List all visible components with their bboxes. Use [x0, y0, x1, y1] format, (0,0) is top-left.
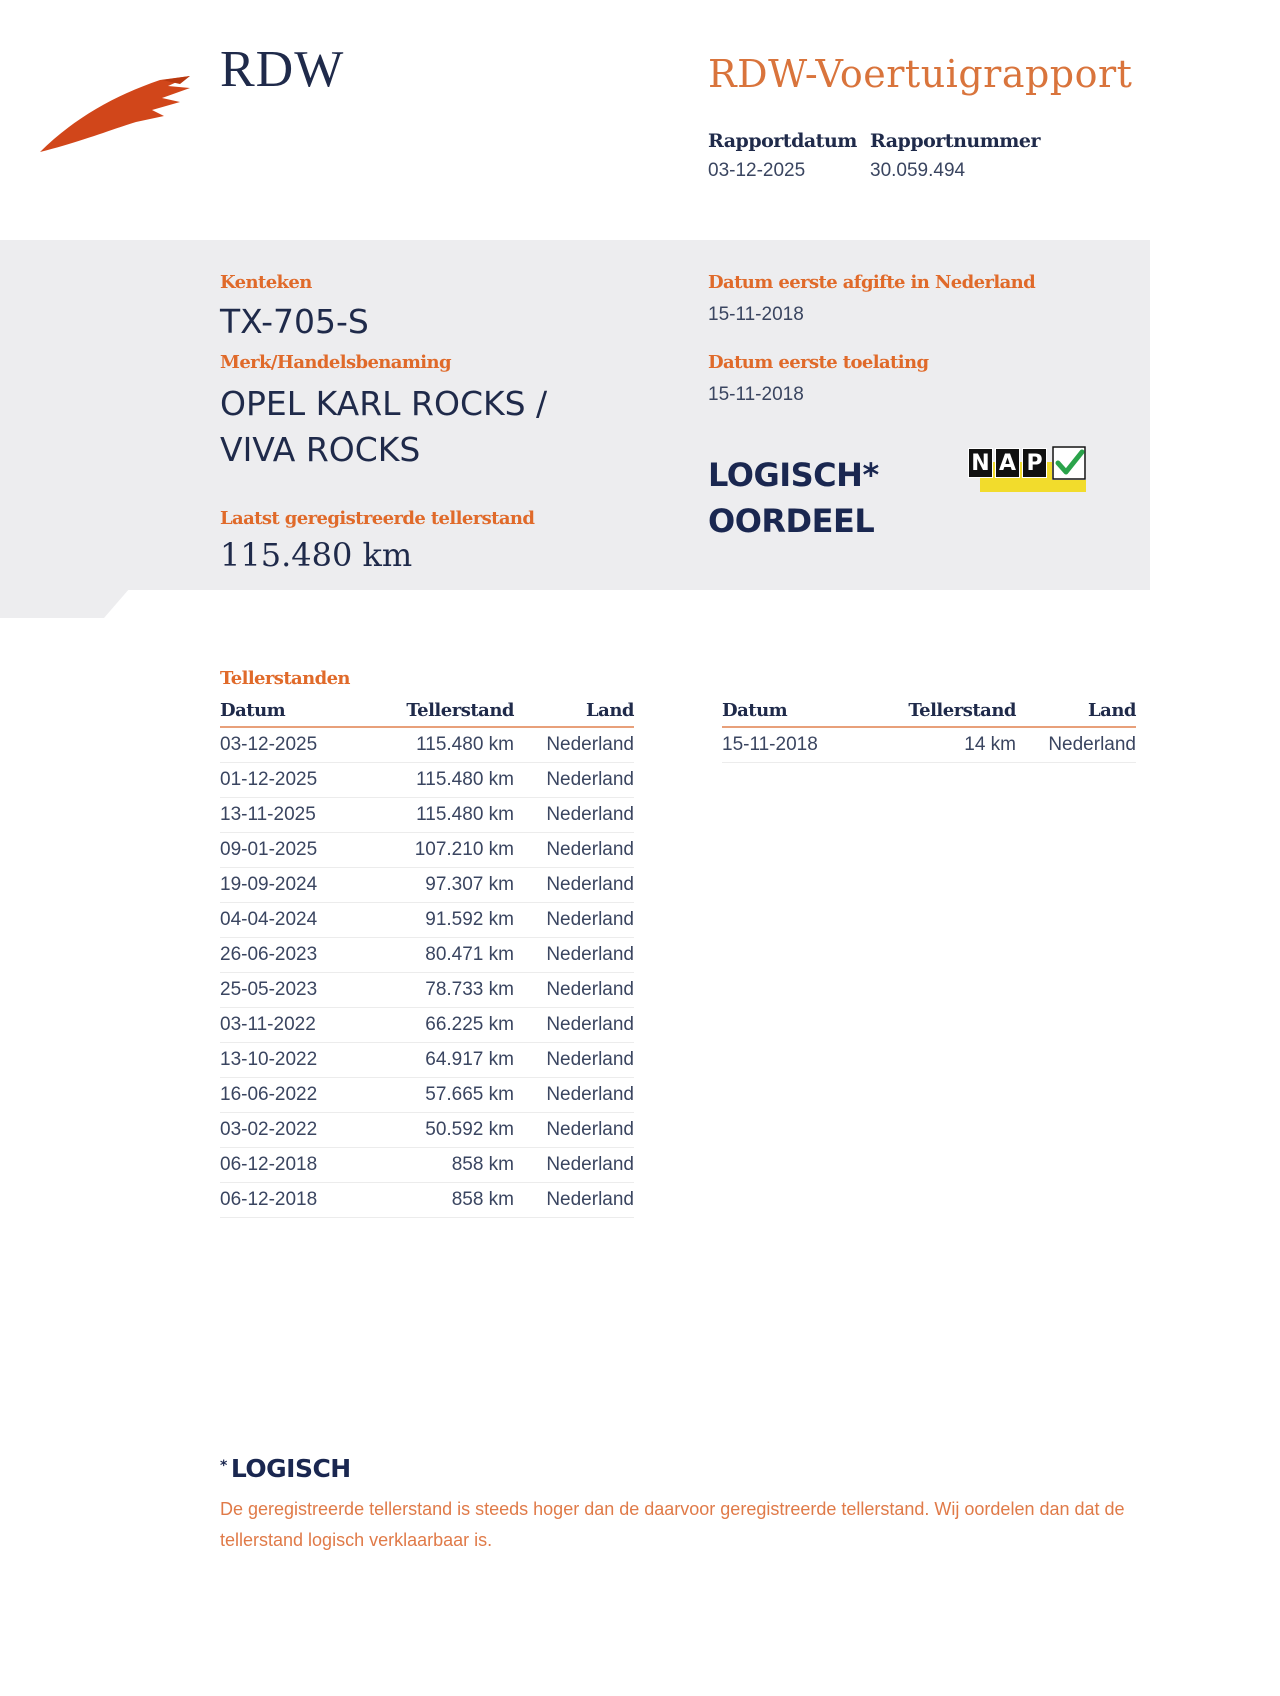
report-title: RDW-Voertuigrapport	[708, 52, 1133, 96]
cell-country: Nederland	[514, 833, 634, 868]
cell-km: 91.592 km	[370, 903, 514, 938]
cell-km: 80.471 km	[370, 938, 514, 973]
cell-km: 115.480 km	[370, 727, 514, 763]
cell-country: Nederland	[514, 1078, 634, 1113]
make-value-line1: OPEL KARL ROCKS /	[220, 384, 548, 423]
readings-table-left	[220, 696, 634, 1218]
cell-country: Nederland	[514, 903, 634, 938]
cell-country: Nederland	[514, 973, 634, 1008]
cell-km: 97.307 km	[370, 868, 514, 903]
first-admission-label: Datum eerste toelating	[708, 352, 929, 373]
checkmark-icon	[1052, 446, 1086, 480]
cell-date: 03-02-2022	[220, 1113, 370, 1148]
cell-country: Nederland	[514, 1043, 634, 1078]
cell-date: 04-04-2024	[220, 903, 370, 938]
cell-km: 64.917 km	[370, 1043, 514, 1078]
cell-country: Nederland	[514, 938, 634, 973]
report-number-label: Rapportnummer	[870, 130, 1041, 152]
col-header-country: Land	[1016, 696, 1136, 727]
cell-country: Nederland	[1016, 727, 1136, 763]
footnote-text: De geregistreerde tellerstand is steeds hoger dan de daarvoor geregistreerde tellerstand. Wij oordelen dan dat de tellerstand logisch verklaarbaar is.	[220, 1499, 1125, 1550]
brand-name: RDW	[220, 41, 345, 98]
col-header-date: Datum	[220, 696, 370, 727]
table-row	[220, 727, 634, 763]
overview-band-notch	[0, 588, 130, 618]
report-date-value: 03-12-2025	[708, 160, 806, 181]
cell-country: Nederland	[514, 868, 634, 903]
last-reading-label: Laatst geregistreerde tellerstand	[220, 508, 535, 529]
footnote-title	[220, 1454, 351, 1483]
plate-value: TX-705-S	[220, 302, 369, 341]
cell-date: 26-06-2023	[220, 938, 370, 973]
col-header-km: Tellerstand	[370, 696, 514, 727]
cell-date: 13-10-2022	[220, 1043, 370, 1078]
nap-letter-p: P	[1022, 448, 1047, 478]
footnote-asterisk: *	[220, 1458, 227, 1474]
readings-table-right	[722, 696, 1136, 763]
col-header-country: Land	[514, 696, 634, 727]
cell-country: Nederland	[514, 763, 634, 798]
cell-date: 19-09-2024	[220, 868, 370, 903]
cell-km: 115.480 km	[370, 763, 514, 798]
cell-date: 16-06-2022	[220, 1078, 370, 1113]
cell-date: 06-12-2018	[220, 1183, 370, 1218]
cell-country: Nederland	[514, 1008, 634, 1043]
nap-badge	[968, 444, 1088, 496]
table-row	[220, 1008, 634, 1043]
verdict-line2: OORDEEL	[708, 502, 875, 540]
cell-km: 115.480 km	[370, 798, 514, 833]
col-header-km: Tellerstand	[872, 696, 1016, 727]
table-row	[220, 833, 634, 868]
cell-km: 50.592 km	[370, 1113, 514, 1148]
nap-letter-a: A	[995, 448, 1020, 478]
table-row	[220, 1113, 634, 1148]
cell-date: 09-01-2025	[220, 833, 370, 868]
report-date-label: Rapportdatum	[708, 130, 857, 152]
cell-date: 03-12-2025	[220, 727, 370, 763]
table-row	[220, 1043, 634, 1078]
cell-date: 06-12-2018	[220, 1148, 370, 1183]
table-row	[722, 727, 1136, 763]
nap-letter-n: N	[968, 448, 993, 478]
make-label: Merk/Handelsbenaming	[220, 352, 452, 373]
make-value-line2: VIVA ROCKS	[220, 430, 421, 469]
cell-km: 107.210 km	[370, 833, 514, 868]
rdw-logo-icon	[40, 72, 200, 162]
table-row	[220, 763, 634, 798]
cell-date: 15-11-2018	[722, 727, 872, 763]
first-issue-nl-value: 15-11-2018	[708, 304, 804, 325]
cell-country: Nederland	[514, 798, 634, 833]
readings-section-label: Tellerstanden	[220, 668, 350, 689]
cell-km: 78.733 km	[370, 973, 514, 1008]
table-row	[220, 868, 634, 903]
col-header-date: Datum	[722, 696, 872, 727]
report-number-value: 30.059.494	[870, 160, 966, 181]
cell-date: 01-12-2025	[220, 763, 370, 798]
table-row	[220, 938, 634, 973]
table-row	[220, 903, 634, 938]
cell-km: 66.225 km	[370, 1008, 514, 1043]
cell-date: 13-11-2025	[220, 798, 370, 833]
cell-country: Nederland	[514, 1113, 634, 1148]
table-header-row	[722, 696, 1136, 727]
cell-km: 858 km	[370, 1148, 514, 1183]
cell-date: 25-05-2023	[220, 973, 370, 1008]
cell-country: Nederland	[514, 727, 634, 763]
plate-label: Kenteken	[220, 272, 312, 293]
cell-km: 57.665 km	[370, 1078, 514, 1113]
cell-country: Nederland	[514, 1148, 634, 1183]
table-header-row	[220, 696, 634, 727]
first-issue-nl-label: Datum eerste afgifte in Nederland	[708, 272, 1036, 293]
table-row	[220, 973, 634, 1008]
cell-km: 14 km	[872, 727, 1016, 763]
cell-km: 858 km	[370, 1183, 514, 1218]
table-row	[220, 1148, 634, 1183]
report-number-block	[870, 130, 1040, 182]
cell-date: 03-11-2022	[220, 1008, 370, 1043]
verdict-line1: LOGISCH*	[708, 456, 879, 494]
first-admission-value: 15-11-2018	[708, 384, 804, 405]
last-reading-value: 115.480 km	[220, 536, 413, 574]
verdict	[708, 452, 879, 544]
table-row	[220, 798, 634, 833]
table-row	[220, 1078, 634, 1113]
report-date-block	[708, 130, 857, 182]
footnote-title-text: LOGISCH	[230, 1454, 351, 1483]
table-row	[220, 1183, 634, 1218]
cell-country: Nederland	[514, 1183, 634, 1218]
